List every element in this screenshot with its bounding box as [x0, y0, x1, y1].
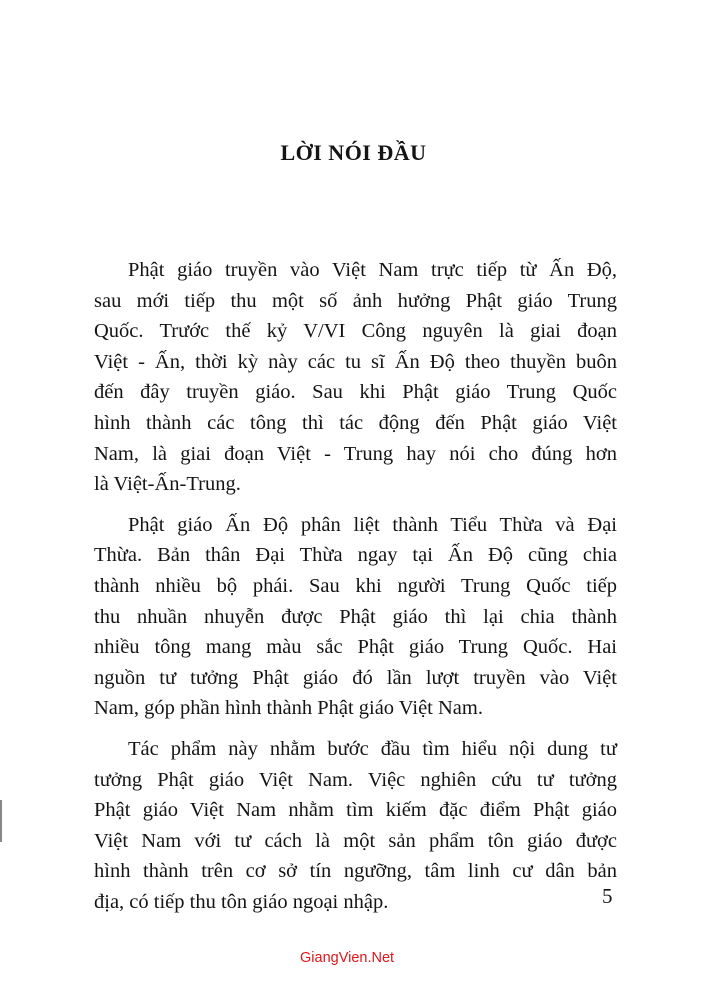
text-line: Nam, góp phần hình thành Phật giáo Việt Nam. — [94, 697, 483, 720]
text-line: địa, có tiếp thu tôn giáo ngoại nhập. — [94, 890, 389, 913]
text-line: Phật giáo truyền vào Việt Nam trực tiếp từ Ấn Độ, — [128, 259, 617, 281]
text-line: Tác phẩm này nhằm bước đầu tìm hiểu nội dung tư — [128, 737, 617, 760]
text-line: Việt - Ấn, thời kỳ này các tu sĩ Ấn Độ theo thuyền buôn — [94, 350, 617, 373]
text-line: tưởng Phật giáo Việt Nam. Việc nghiên cứu tư tưởng — [94, 768, 617, 791]
body-text — [94, 255, 617, 927]
text-line: nhiều tông mang màu sắc Phật giáo Trung Quốc. Hai — [94, 636, 617, 659]
text-line: Việt Nam với tư cách là một sản phẩm tôn giáo được — [94, 829, 617, 852]
paragraph-2 — [94, 510, 617, 724]
scan-edge-mark — [0, 800, 2, 842]
paragraph-1 — [94, 255, 617, 500]
text-line: nguồn tư tưởng Phật giáo đó lần lượt truyền vào Việt — [94, 666, 617, 689]
text-line: Phật giáo Việt Nam nhằm tìm kiếm đặc điểm Phật giáo — [94, 799, 617, 822]
text-line: hình thành trên cơ sở tín ngưỡng, tâm linh cư dân bản — [94, 860, 617, 883]
text-line: Thừa. Bản thân Đại Thừa ngay tại Ấn Độ cũng chia — [94, 544, 617, 567]
text-line: sau mới tiếp thu một số ảnh hưởng Phật giáo Trung — [94, 289, 617, 312]
watermark: GiangVien.Net — [300, 950, 395, 966]
text-line: hình thành các tông thì tác động đến Phật giáo Việt — [94, 411, 617, 434]
page-number: 5 — [602, 884, 613, 908]
text-line: đến đây truyền giáo. Sau khi Phật giáo Trung Quốc — [94, 381, 617, 404]
text-line: thành nhiều bộ phái. Sau khi người Trung Quốc tiếp — [94, 574, 617, 597]
page-title: LỜI NÓI ĐẦU — [280, 140, 427, 165]
text-line: là Việt-Ấn-Trung. — [94, 473, 241, 496]
text-line: thu nhuần nhuyễn được Phật giáo thì lại chia thành — [94, 605, 617, 628]
text-line: Phật giáo Ấn Độ phân liệt thành Tiểu Thừa và Đại — [128, 513, 617, 536]
paragraph-3 — [94, 734, 617, 918]
text-line: Quốc. Trước thế kỷ V/VI Công nguyên là giai đoạn — [94, 320, 617, 343]
text-line: Nam, là giai đoạn Việt - Trung hay nói cho đúng hơn — [94, 442, 617, 465]
